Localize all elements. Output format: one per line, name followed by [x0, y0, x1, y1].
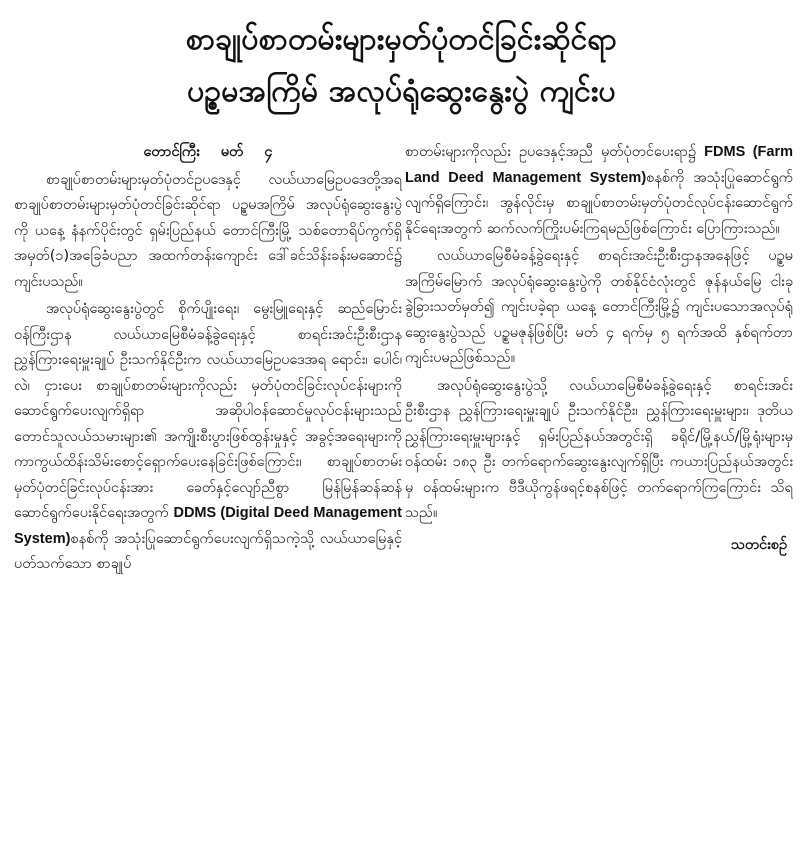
dateline	[14, 140, 402, 166]
paragraph: စာချုပ်စာတမ်းများမှတ်ပုံတင်ဥပဒေနှင့် လယ်ယာမြေဥပဒေတို့အရ စာချုပ်စာတမ်းများမှတ်ပုံတင်ခြင်းဆိုင်ရာ ပဉ္စမအကြိမ် အလုပ်ရုံဆွေးနွေးပွဲကို ယနေ့ နံနက်ပိုင်းတွင် ရှမ်းပြည်နယ် တောင်ကြီးမြို့ သစ်တောရိပ်ကွက်ရှိ အမှတ်(၁)အခြေခံပညာ အထက်တန်းကျောင်း ဒေါ်ခင်သိန်းခန်းမဆောင်၌ ကျင်းပသည်။	[14, 171, 402, 290]
article-body	[14, 140, 793, 837]
dateline-day: ၄	[264, 144, 273, 160]
dateline-month: မတ်	[220, 144, 244, 160]
paragraph: အလုပ်ရုံဆွေးနွေးပွဲသို့ လယ်ယာမြေစီမံခန့်ခွဲရေးနှင့် စာရင်းအင်းဦးစီးဌာန ညွှန်ကြားရေးမှူးချုပ် ဦးသက်နိုင်ဦး၊ ညွှန်ကြားရေးမှူးများ၊ ဒုတိယညွှန်ကြားရေးမှူးများနှင့် ရှမ်းပြည်နယ်အတွင်းရှိ ခရိုင်/မြို့နယ်/မြို့ရုံးများမှ ဝန်ထမ်း ၁၈၃ ဦး တက်ရောက်ဆွေးနွေးလျက်ရှိပြီး ကယားပြည်နယ်အတွင်းမှ ဝန်ထမ်းများက ဗီဒီယိုကွန်ဖရင့်စနစ်ဖြင့် တက်ရောက်ကြကြောင်း သိရသည်။	[405, 377, 793, 521]
paragraph: လယ်ယာမြေစီမံခန့်ခွဲရေးနှင့် စာရင်းအင်းဦးစီးဌာနအနေဖြင့် ပဉ္စမအကြိမ်မြောက် အလုပ်ရုံဆွေးနွေးပွဲကို တစ်နိုင်ငံလုံးတွင် ဇုန်နယ်မြေ ငါးခုခွဲခြားသတ်မှတ်၍ ကျင်းပခဲ့ရာ ယနေ့ တောင်ကြီးမြို့၌ ကျင်းပသောအလုပ်ရုံဆွေးနွေးပွဲသည် ပဉ္စမဇုန်ဖြစ်ပြီး မတ် ၄ ရက်မှ ၅ ရက်အထိ နှစ်ရက်တာ ကျင်းပမည်ဖြစ်သည်။	[405, 248, 793, 366]
headline	[0, 0, 803, 118]
headline-line-1: စာချုပ်စာတမ်းများမှတ်ပုံတင်ခြင်းဆိုင်ရာ	[185, 22, 618, 57]
paragraph-text: အလုပ်ရုံဆွေးနွေးပွဲတွင် စိုက်ပျိုးရေး၊ မွေးမြူရေးနှင့် ဆည်မြောင်းဝန်ကြီးဌာန လယ်ယာမြေစီမံခန့်ခွဲရေးနှင့် စာရင်းအင်းဦးစီးဌာန ညွှန်ကြားရေးမှူးချုပ် ဦးသက်နိုင်ဦးက လယ်ယာမြေဥပဒေအရ ရောင်း၊ ပေါင်၊ လဲ၊ ငှားပေး စာချုပ်စာတမ်းများကိုလည်း မှတ်ပုံတင်ခြင်းလုပ်ငန်းများကို ဆောင်ရွက်ပေးလျက်ရှိရာ အဆိုပါဝန်ဆောင်မှုလုပ်ငန်းများသည် တောင်သူလယ်သမားများ၏ အကျိုးစီးပွားဖြစ်ထွန်းမှုနှင့် အခွင့်အရေးများကို ကာကွယ်ထိန်းသိမ်းစောင့်ရှောက်ပေးနေခြင်းဖြစ်ကြောင်း၊ စာချုပ်စာတမ်းမှတ်ပုံတင်ခြင်းလုပ်ငန်းအား ခေတ်နှင့်လျော်ညီစွာ မြန်မြန်ဆန်ဆန်ဆောင်ရွက်ပေးနိုင်ရေးအတွက်	[14, 301, 402, 521]
headline-line-2: ပဉ္စမအကြိမ် အလုပ်ရုံဆွေးနွေးပွဲ ကျင်းပ	[187, 74, 616, 109]
left-column	[14, 140, 402, 837]
paragraph-text: စနစ်ကို အသုံးပြုဆောင်ရွက်ပေးလျက်ရှိသကဲ့သို့ လယ်ယာမြေနှင့်ပတ်သက်သော စာချုပ်	[14, 530, 402, 572]
ddms-system-name: DDMS (Digital Deed Management System)	[14, 505, 402, 547]
byline: သတင်းစဉ်	[730, 536, 787, 553]
paragraph-text: စနစ်ကို အသုံးပြုဆောင်ရွက်လျက်ရှိကြောင်း၊ အွန်လိုင်းမှ စာချုပ်စာတမ်းမှတ်ပုံတင်လုပ်ငန်းဆောင်ရွက်နိုင်ရေးအတွက် ဆက်လက်ကြိုးပမ်းကြရမည်ဖြစ်ကြောင်း ပြောကြားသည်။	[405, 169, 793, 237]
paragraph	[14, 297, 402, 578]
right-column	[405, 140, 793, 837]
dateline-place: တောင်ကြီး	[143, 144, 200, 160]
paragraph-text: စာတမ်းများကိုလည်း ဥပဒေနှင့်အညီ မှတ်ပုံတင်ပေးရာ၌	[405, 144, 697, 160]
fdms-system-name: FDMS (Farm Land Deed Management System)	[405, 144, 793, 186]
paragraph	[405, 140, 793, 242]
